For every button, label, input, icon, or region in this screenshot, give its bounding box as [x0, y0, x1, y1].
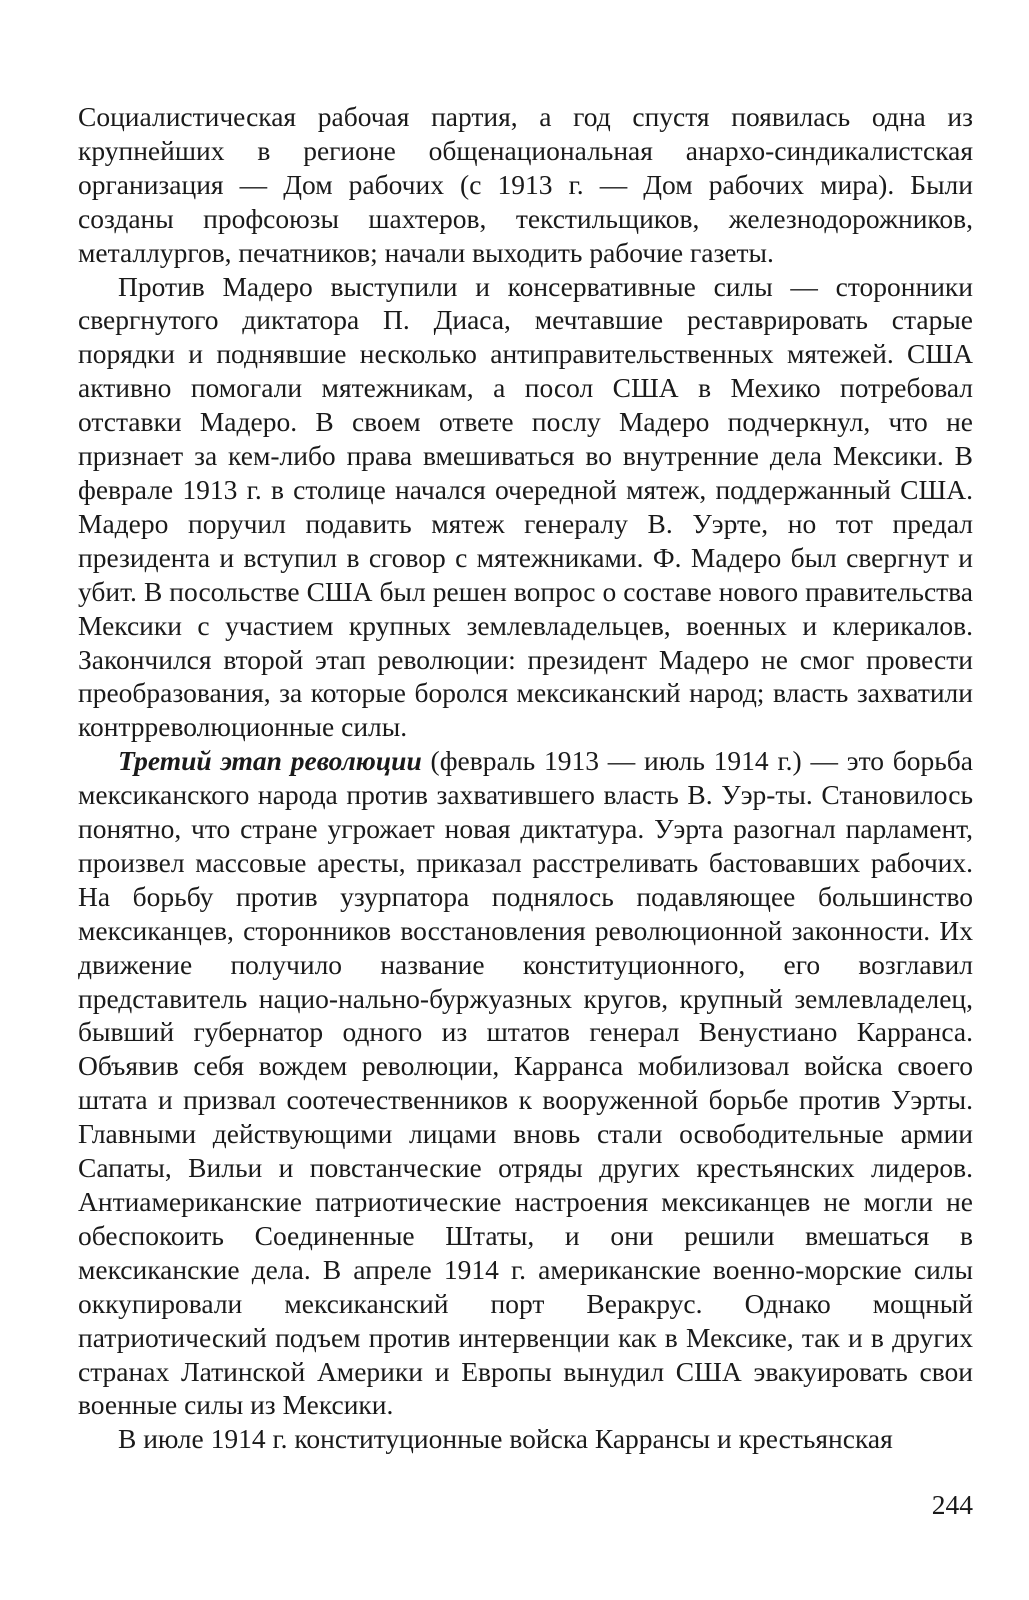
paragraph-3 [78, 744, 973, 1422]
paragraph-4: В июле 1914 г. конституционные войска Каррансы и крестьянская [118, 1423, 893, 1455]
paragraph-1: Социалистическая рабочая партия, а год спустя появилась одна из крупнейших в регионе общенациональная анархо-синдикалистская организация — Дом рабочих (с 1913 г. — Дом рабочих мира). Были созданы профсоюзы шахтеров, текстильщиков, железнодорожников, металлургов, печатников; начали выходить рабочие газеты. [78, 101, 973, 268]
section-lead-title: Третий этап революции [118, 745, 422, 777]
page-number: 244 [931, 1489, 973, 1520]
document-page [78, 100, 973, 1456]
paragraph-2: Против Мадеро выступили и консервативные силы — сторонники свергнутого диктатора П. Диаса, мечтавшие реставрировать старые порядки и поднявшие несколько антиправительственных мятежей. США активно помогали мятежникам, а посол США в Мехико потребовал отставки Мадеро. В своем ответе послу Мадеро подчеркнул, что не признает за кем-либо права вмешиваться во внутренние дела Мексики. В феврале 1913 г. в столице начался очередной мятеж, поддержанный США. Мадеро поручил подавить мятеж генералу В. Уэрте, но тот предал президента и вступил в сговор с мятежниками. Ф. Мадеро был свергнут и убит. В посольстве США был решен вопрос о составе нового правительства Мексики с участием крупных землевладельцев, военных и клерикалов. Закончился второй этап революции: президент Мадеро не смог провести преобразования, за которые боролся мексиканский народ; власть захватили контрреволюционные силы. [78, 270, 973, 743]
paragraph-3-text: (февраль 1913 — июль 1914 г.) — это борьба мексиканского народа против захватившего власть В. Уэр-ты. Становилось понятно, что стране угрожает новая диктатура. Уэрта разогнал парламент, произвел массовые аресты, приказал расстреливать бастовавших рабочих. На борьбу против узурпатора поднялось подавляющее большинство мексиканцев, сторонников восстановления революционной законности. Их движение получило название конституционного, его возглавил представитель нацио-нально-буржуазных кругов, крупный землевладелец, бывший губернатор одного из штатов генерал Венустиано Карранса. Объявив себя вождем революции, Карранса мобилизовал войска своего штата и призвал соотечественников к вооруженной борьбе против Уэрты. Главными действующими лицами вновь стали освободительные армии Сапаты, Вильи и повстанческие отряды других крестьянских лидеров. Антиамериканские патриотические настроения мексиканцев не могли не обеспокоить Соединенные Штаты, и они решили вмешаться в мексиканские дела. В апреле 1914 г. американские военно-морские силы оккупировали мексиканский порт Веракрус. Однако мощный патриотический подъем против интервенции как в Мексике, так и в других странах Латинской Америки и Европы вынудил США эвакуировать свои военные силы из Мексики. [78, 745, 973, 1421]
